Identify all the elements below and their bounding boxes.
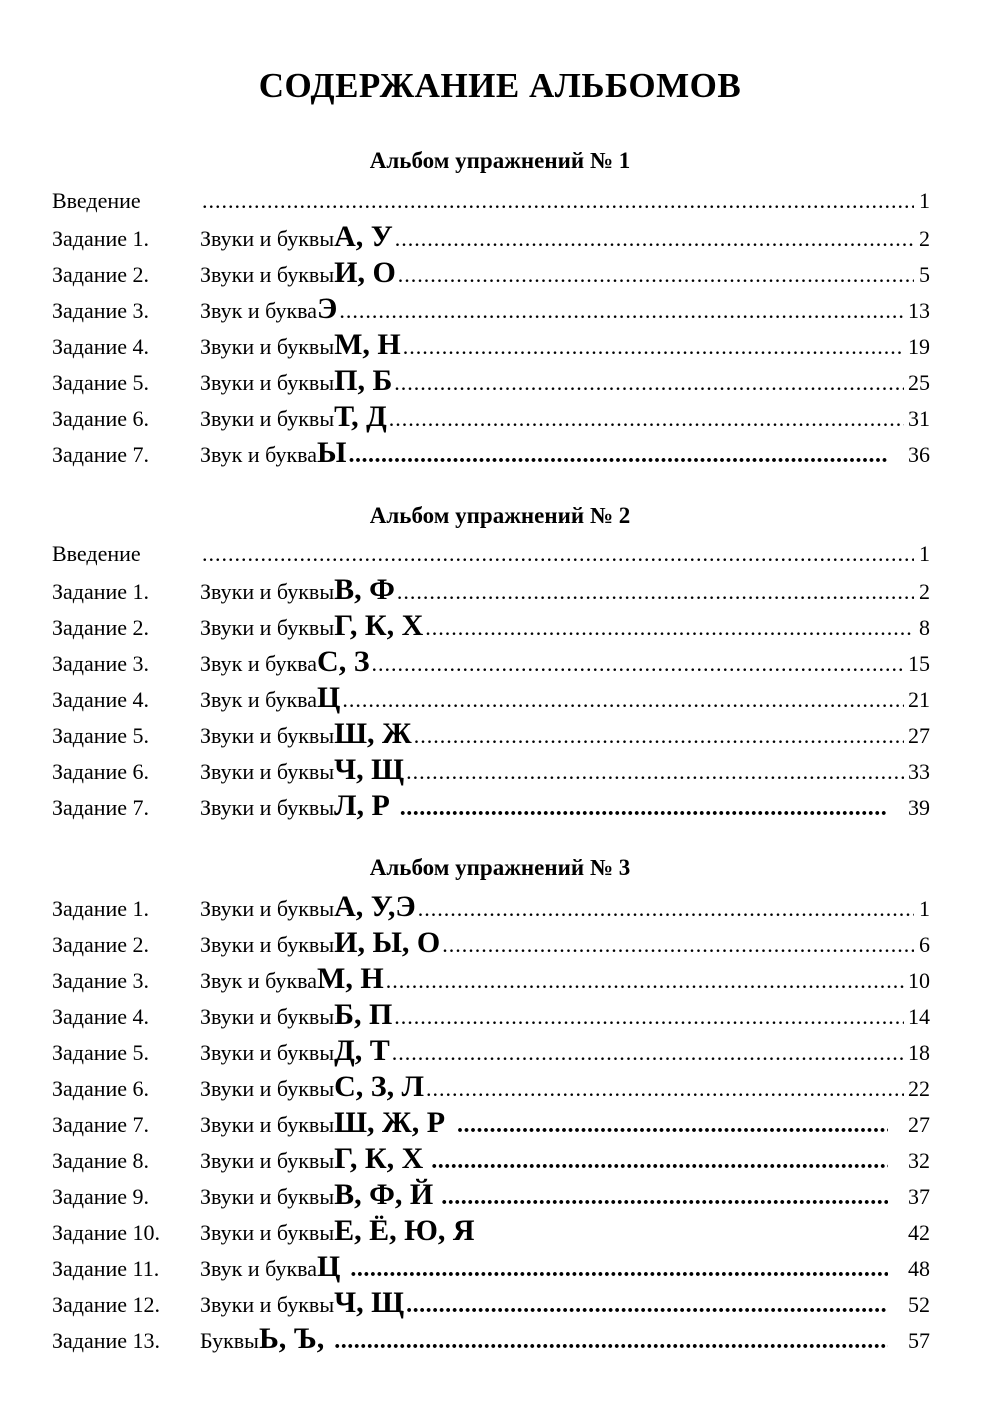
toc-entry[interactable] — [52, 644, 930, 680]
page-number: 48 — [908, 1256, 930, 1281]
entry-letters: Ч, Щ — [334, 753, 405, 786]
entry-description: Звуки и буквы — [200, 1148, 335, 1173]
entry-description: Звуки и буквы — [200, 723, 335, 748]
entry-label: Задание 9. — [52, 1184, 150, 1209]
entry-label: Задание 8. — [52, 1148, 150, 1173]
entry-label: Задание 4. — [52, 1004, 150, 1029]
dot-leader — [397, 574, 914, 610]
entry-letters: С, З — [317, 645, 370, 678]
dot-leader — [394, 365, 904, 401]
entry-label: Задание 10. — [52, 1220, 161, 1245]
entry-label: Задание 3. — [52, 298, 150, 323]
toc-entry[interactable] — [52, 183, 930, 219]
entry-description: Звук и буква — [200, 687, 318, 712]
dot-leader — [342, 682, 904, 718]
dot-leader — [418, 891, 914, 927]
toc-entry[interactable] — [52, 363, 930, 399]
entry-description: Звуки и буквы — [200, 1112, 335, 1137]
entry-label: Задание 2. — [52, 262, 150, 287]
page-number: 1 — [919, 188, 930, 213]
page-number: 36 — [908, 442, 930, 467]
dot-leader — [403, 329, 904, 365]
entry-label: Задание 7. — [52, 1112, 150, 1137]
entry-letters: М, Н — [317, 962, 384, 995]
toc-entry[interactable] — [52, 925, 930, 961]
dot-leader — [425, 610, 914, 646]
entry-letters: Ш, Ж — [334, 717, 412, 750]
page-number: 6 — [919, 932, 930, 957]
toc-entry[interactable] — [52, 788, 930, 824]
entry-letters: Э — [317, 292, 338, 325]
entry-description: Звук и буква — [200, 968, 318, 993]
entry-letters: Ь, Ъ, — [258, 1322, 325, 1355]
page-number: 22 — [908, 1076, 930, 1101]
toc-entry[interactable] — [52, 1105, 930, 1141]
entry-label: Задание 3. — [52, 968, 150, 993]
entry-letters: Ш, Ж, Р — [334, 1106, 446, 1139]
page-number: 27 — [908, 723, 930, 748]
entry-label: Задание 11. — [52, 1256, 160, 1281]
dot-leader — [202, 183, 914, 219]
entry-description: Звуки и буквы — [200, 1220, 335, 1245]
toc-entry[interactable] — [52, 572, 930, 608]
entry-letters: А, У — [334, 220, 393, 253]
toc-entry[interactable] — [52, 889, 930, 925]
entry-description: Звуки и буквы — [200, 1040, 335, 1065]
page-number: 31 — [908, 406, 930, 431]
entry-letters: Г, К, Х — [334, 1142, 424, 1175]
entry-label: Задание 7. — [52, 795, 150, 820]
page-number: 14 — [908, 1004, 930, 1029]
page-number: 33 — [908, 759, 930, 784]
entry-description: Буквы — [200, 1328, 259, 1353]
album-title: Альбом упражнений № 3 — [369, 855, 631, 880]
page-number: 13 — [908, 298, 930, 323]
toc-entry[interactable] — [52, 1249, 930, 1285]
entry-letters: Д, Т — [334, 1034, 390, 1067]
entry-letters: И, Ы, О — [334, 926, 441, 959]
entry-letters: И, О — [334, 256, 396, 289]
dot-leader — [392, 1035, 904, 1071]
toc-entry[interactable] — [52, 680, 930, 716]
page-number: 25 — [908, 370, 930, 395]
toc-entry[interactable] — [52, 961, 930, 997]
toc-entry[interactable] — [52, 399, 930, 435]
entry-letters: С, З, Л — [334, 1070, 424, 1103]
entry-label: Задание 3. — [52, 651, 150, 676]
toc-entry[interactable] — [52, 608, 930, 644]
entry-description: Звуки и буквы — [200, 896, 335, 921]
page-number: 32 — [908, 1148, 930, 1173]
entry-label: Задание 2. — [52, 932, 150, 957]
dot-leader — [202, 536, 914, 572]
toc-entry[interactable] — [52, 219, 930, 255]
entry-description: Звук и буква — [200, 651, 318, 676]
entry-label: Задание 1. — [52, 226, 150, 251]
toc-entry[interactable] — [52, 1141, 930, 1177]
entry-letters: Б, П — [334, 998, 393, 1031]
entry-letters: П, Б — [334, 364, 393, 397]
entry-description: Звуки и буквы — [200, 1292, 335, 1317]
entry-description: Звуки и буквы — [200, 262, 335, 287]
entry-letters: В, Ф, Й — [334, 1178, 434, 1211]
page-title: СОДЕРЖАНИЕ АЛЬБОМОВ — [258, 66, 742, 105]
entry-letters: Ы — [317, 436, 347, 469]
dot-leader — [339, 293, 904, 329]
entry-description: Звуки и буквы — [200, 759, 335, 784]
toc-entry[interactable] — [52, 255, 930, 291]
entry-label: Задание 13. — [52, 1328, 161, 1353]
dot-leader — [414, 718, 904, 754]
entry-label: Задание 1. — [52, 896, 150, 921]
album-title: Альбом упражнений № 1 — [369, 148, 631, 173]
dot-leader — [400, 790, 888, 826]
entry-letters: М, Н — [334, 328, 401, 361]
entry-label: Задание 12. — [52, 1292, 161, 1317]
entry-description: Звуки и буквы — [200, 1184, 335, 1209]
page-number: 1 — [919, 541, 930, 566]
page-number: 42 — [908, 1220, 930, 1245]
page-number: 19 — [908, 334, 930, 359]
entry-letters: Е, Ё, Ю, Я — [334, 1214, 475, 1247]
dot-leader — [350, 1251, 888, 1287]
page-number: 2 — [919, 226, 930, 251]
entry-letters: Г, К, Х — [334, 609, 424, 642]
page-number: 8 — [919, 615, 930, 640]
page-number: 2 — [919, 579, 930, 604]
entry-label: Задание 4. — [52, 334, 150, 359]
toc-entry[interactable] — [52, 1033, 930, 1069]
toc-entry[interactable] — [52, 997, 930, 1033]
page-number: 5 — [919, 262, 930, 287]
page-number: 27 — [908, 1112, 930, 1137]
entry-label: Задание 1. — [52, 579, 150, 604]
page-number: 15 — [908, 651, 930, 676]
dot-leader — [406, 1287, 888, 1323]
entry-description: Звуки и буквы — [200, 1004, 335, 1029]
entry-label: Задание 6. — [52, 1076, 150, 1101]
entry-description: Звуки и буквы — [200, 1076, 335, 1101]
entry-label: Задание 4. — [52, 687, 150, 712]
dot-leader — [395, 221, 914, 257]
entry-description: Звуки и буквы — [200, 615, 335, 640]
entry-label: Введение — [52, 541, 141, 566]
album-title: Альбом упражнений № 2 — [369, 503, 631, 528]
dot-leader — [349, 437, 889, 473]
page-number: 1 — [919, 896, 930, 921]
entry-description: Звук и буква — [200, 298, 318, 323]
entry-description: Звуки и буквы — [200, 334, 335, 359]
dot-leader — [457, 1107, 888, 1143]
entry-label: Задание 7. — [52, 442, 150, 467]
toc-entry[interactable] — [52, 1069, 930, 1105]
dot-leader — [441, 1179, 888, 1215]
dot-leader — [398, 257, 914, 293]
entry-label: Задание 6. — [52, 759, 150, 784]
entry-letters: Ц — [317, 681, 341, 714]
entry-description: Звук и буква — [200, 1256, 318, 1281]
toc-entry[interactable] — [52, 1285, 930, 1321]
dot-leader — [426, 1071, 904, 1107]
dot-leader — [386, 963, 904, 999]
toc-entry[interactable] — [52, 536, 930, 572]
dot-leader — [389, 401, 904, 437]
entry-letters: Ч, Щ — [334, 1286, 405, 1319]
entry-label: Задание 5. — [52, 370, 150, 395]
page-number: 57 — [908, 1328, 930, 1353]
entry-description: Звуки и буквы — [200, 579, 335, 604]
dot-leader — [372, 646, 904, 682]
dot-leader — [442, 927, 914, 963]
entry-letters: В, Ф — [334, 573, 395, 606]
entry-label: Задание 5. — [52, 1040, 150, 1065]
entry-letters: Т, Д — [334, 400, 387, 433]
toc-entry[interactable] — [52, 291, 930, 327]
dot-leader — [406, 754, 904, 790]
entry-letters: А, У,Э — [334, 890, 416, 923]
entry-description: Звук и буква — [200, 442, 318, 467]
toc-entry[interactable] — [52, 1321, 930, 1357]
entry-description: Звуки и буквы — [200, 406, 335, 431]
toc-entry[interactable] — [52, 1177, 930, 1213]
entry-description: Звуки и буквы — [200, 795, 335, 820]
entry-letters: Л, Р — [334, 789, 390, 822]
entry-description: Звуки и буквы — [200, 370, 335, 395]
page-number: 39 — [908, 795, 930, 820]
page-number: 10 — [908, 968, 930, 993]
dot-leader — [431, 1143, 888, 1179]
page-number: 52 — [908, 1292, 930, 1317]
entry-label: Задание 2. — [52, 615, 150, 640]
page-number: 18 — [908, 1040, 930, 1065]
toc-entry[interactable] — [52, 327, 930, 363]
toc-entry[interactable] — [52, 752, 930, 788]
entry-label: Задание 6. — [52, 406, 150, 431]
toc-entry[interactable] — [52, 1213, 930, 1249]
entry-letters: Ц — [317, 1250, 341, 1283]
page-number: 21 — [908, 687, 930, 712]
entry-label: Введение — [52, 188, 141, 213]
dot-leader — [394, 999, 904, 1035]
entry-label: Задание 5. — [52, 723, 150, 748]
dot-leader — [334, 1323, 888, 1359]
entry-description: Звуки и буквы — [200, 932, 335, 957]
toc-entry[interactable] — [52, 716, 930, 752]
entry-description: Звуки и буквы — [200, 226, 335, 251]
page-number: 37 — [908, 1184, 930, 1209]
toc-entry[interactable] — [52, 435, 930, 471]
